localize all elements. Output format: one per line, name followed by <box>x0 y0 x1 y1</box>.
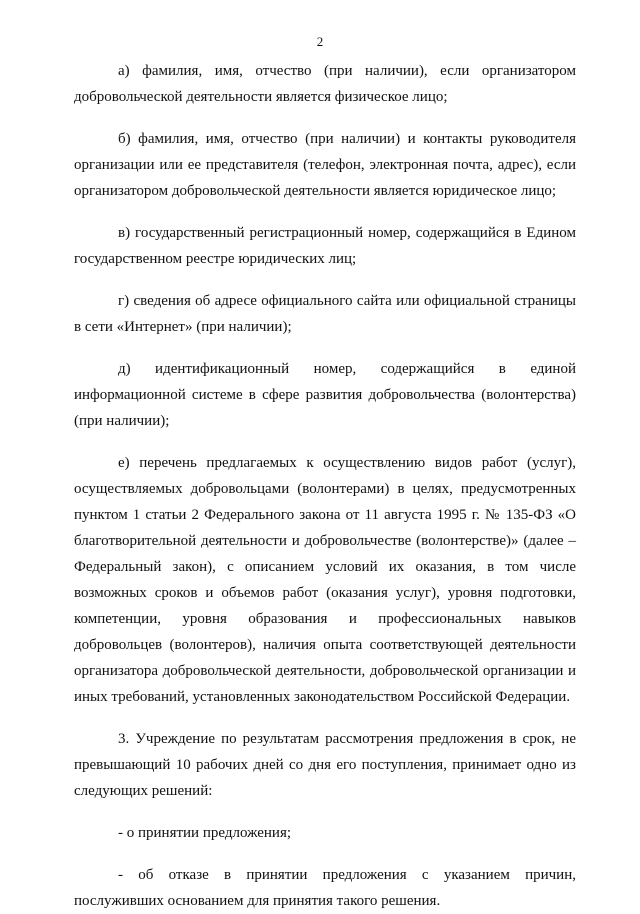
item-d-paragraph: д) идентификационный номер, содержащийся в единой информационной системе в сфере развития добровольчества (волонтерства) (при наличии); <box>74 361 576 429</box>
decision-reject-item: - об отказе в принятии предложения с указанием причин, послуживших основанием для принятия такого решения. <box>74 867 576 909</box>
item-a-paragraph: а) фамилия, имя, отчество (при наличии), если организатором добровольческой деятельности является физическое лицо; <box>74 63 576 105</box>
document-body <box>74 58 576 914</box>
section-3-paragraph: 3. Учреждение по результатам рассмотрения предложения в срок, не превышающий 10 рабочих дней со дня его поступления, принимает одно из следующих решений: <box>74 731 576 799</box>
item-b-paragraph: б) фамилия, имя, отчество (при наличии) и контакты руководителя организации или ее представителя (телефон, электронная почта, адрес), если организатором добровольческой деятельности является юридическое лицо; <box>74 131 576 199</box>
page-number: 2 <box>316 34 324 49</box>
item-e-paragraph: е) перечень предлагаемых к осуществлению видов работ (услуг), осуществляемых добровольцами (волонтерами) в целях, предусмотренных пунктом 1 статьи 2 Федерального закона от 11 августа 1995 г. № 135-ФЗ «О благотворительной деятельности и добровольчестве (волонтерстве)» (далее – Федеральный закон), с описанием условий их оказания, в том числе возможных сроков и объемов работ (оказания услуг), уровня подготовки, компетенции, уровня образования и профессиональных навыков добровольцев (волонтеров), наличия опыта соответствующей деятельности организатора добровольческой деятельности, добровольческой организации и иных требований, установленных законодательством Российской Федерации. <box>74 455 576 705</box>
decision-accept-item: - о принятии предложения; <box>118 825 292 841</box>
item-g-paragraph: г) сведения об адресе официального сайта или официальной страницы в сети «Интернет» (при наличии); <box>74 293 576 335</box>
item-v-paragraph: в) государственный регистрационный номер, содержащийся в Едином государственном реестре юридических лиц; <box>74 225 576 267</box>
